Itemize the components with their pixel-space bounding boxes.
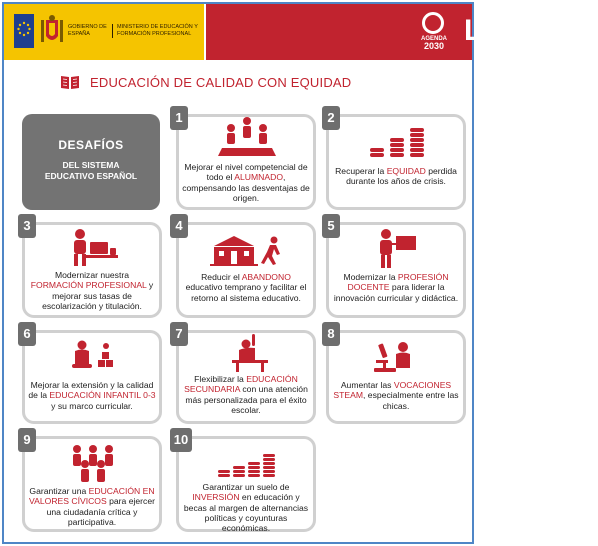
infographic-frame	[2, 2, 598, 544]
ministerio-label: MINISTERIO DE EDUCACIÓN Y FORMACIÓN PROFESIONAL	[112, 24, 202, 38]
card-2-text: Recuperar la EQUIDAD perdida durante los años de crisis.	[335, 166, 457, 187]
card-number-badge: 5	[322, 214, 340, 238]
page-title-row	[60, 70, 351, 94]
card-9-text: Garantizar una EDUCACIÓN EN VALORES CÍVICOS para ejercer una ciudadanía crítica y participativa.	[29, 486, 155, 527]
desafios-subtitle: DEL SISTEMA EDUCATIVO ESPAÑOL	[44, 160, 138, 181]
lomloe-band	[206, 4, 598, 60]
card-number-badge: 3	[18, 214, 36, 238]
card-number-badge: 10	[170, 428, 192, 452]
gobierno-label: GOBIERNO DE ESPAÑA	[68, 24, 107, 37]
agenda-2030-icon	[422, 12, 444, 34]
card-number-badge: 1	[170, 106, 188, 130]
child-blocks-icon	[70, 340, 114, 370]
card-1-text: Mejorar el nivel competencial de todo el ALUMNADO, compensando las desventajas de origen.	[182, 162, 310, 203]
card-10-text: Garantizar un suelo de INVERSIÓN en educación y becas al margen de alternancias políticas y coyunturas económicas.	[183, 482, 309, 534]
card-number-badge: 9	[18, 428, 36, 452]
government-band	[4, 4, 204, 60]
desafios-title: DESAFÍOS	[58, 138, 124, 152]
eu-flag-icon	[14, 14, 34, 48]
microscope-icon	[374, 340, 414, 374]
people-podium-icon	[218, 116, 276, 156]
raised-hand-desk-icon	[230, 334, 270, 372]
school-running-icon	[210, 234, 284, 266]
page-title: EDUCACIÓN DE CALIDAD CON EQUIDAD	[90, 74, 352, 90]
coat-of-arms-icon	[40, 14, 64, 48]
desafios-box	[22, 114, 160, 210]
open-book-icon	[60, 74, 80, 90]
card-8-text: Aumentar las VOCACIONES STEAM, especialmente entre las chicas.	[333, 380, 459, 411]
card-number-badge: 7	[170, 322, 188, 346]
card-4-text: Reducir el ABANDONO educativo temprano y facilitar el retorno al sistema educativo.	[185, 272, 307, 303]
teacher-board-icon	[376, 228, 416, 268]
card-number-badge: 2	[322, 106, 340, 130]
card-6-text: Mejorar la extensión y la calidad de la EDUCACIÓN INFANTIL 0-3 y su marco curricular.	[28, 380, 156, 411]
card-number-badge: 4	[170, 214, 188, 238]
student-at-desk-icon	[66, 228, 118, 266]
card-3-text: Modernizar nuestra FORMACIÓN PROFESIONAL y mejorar sus tasas de escolarización y titulación.	[30, 270, 154, 311]
agenda-label: AGENDA 2030	[420, 36, 447, 51]
coin-stacks-icon	[370, 122, 426, 158]
header-banner	[4, 4, 598, 60]
coin-bars-icon	[218, 450, 276, 480]
card-7-text: Flexibilizar la EDUCACIÓN SECUNDARIA con una atención más personalizada para el éxito escolar.	[184, 374, 308, 415]
card-number-badge: 6	[18, 322, 36, 346]
card-number-badge: 8	[322, 322, 340, 346]
citizens-group-icon	[68, 444, 118, 482]
card-5-text: Modernizar la PROFESIÓN DOCENTE para liderar la innovación curricular y didáctica.	[333, 272, 459, 303]
brand-title: LOMLOE	[464, 14, 598, 47]
